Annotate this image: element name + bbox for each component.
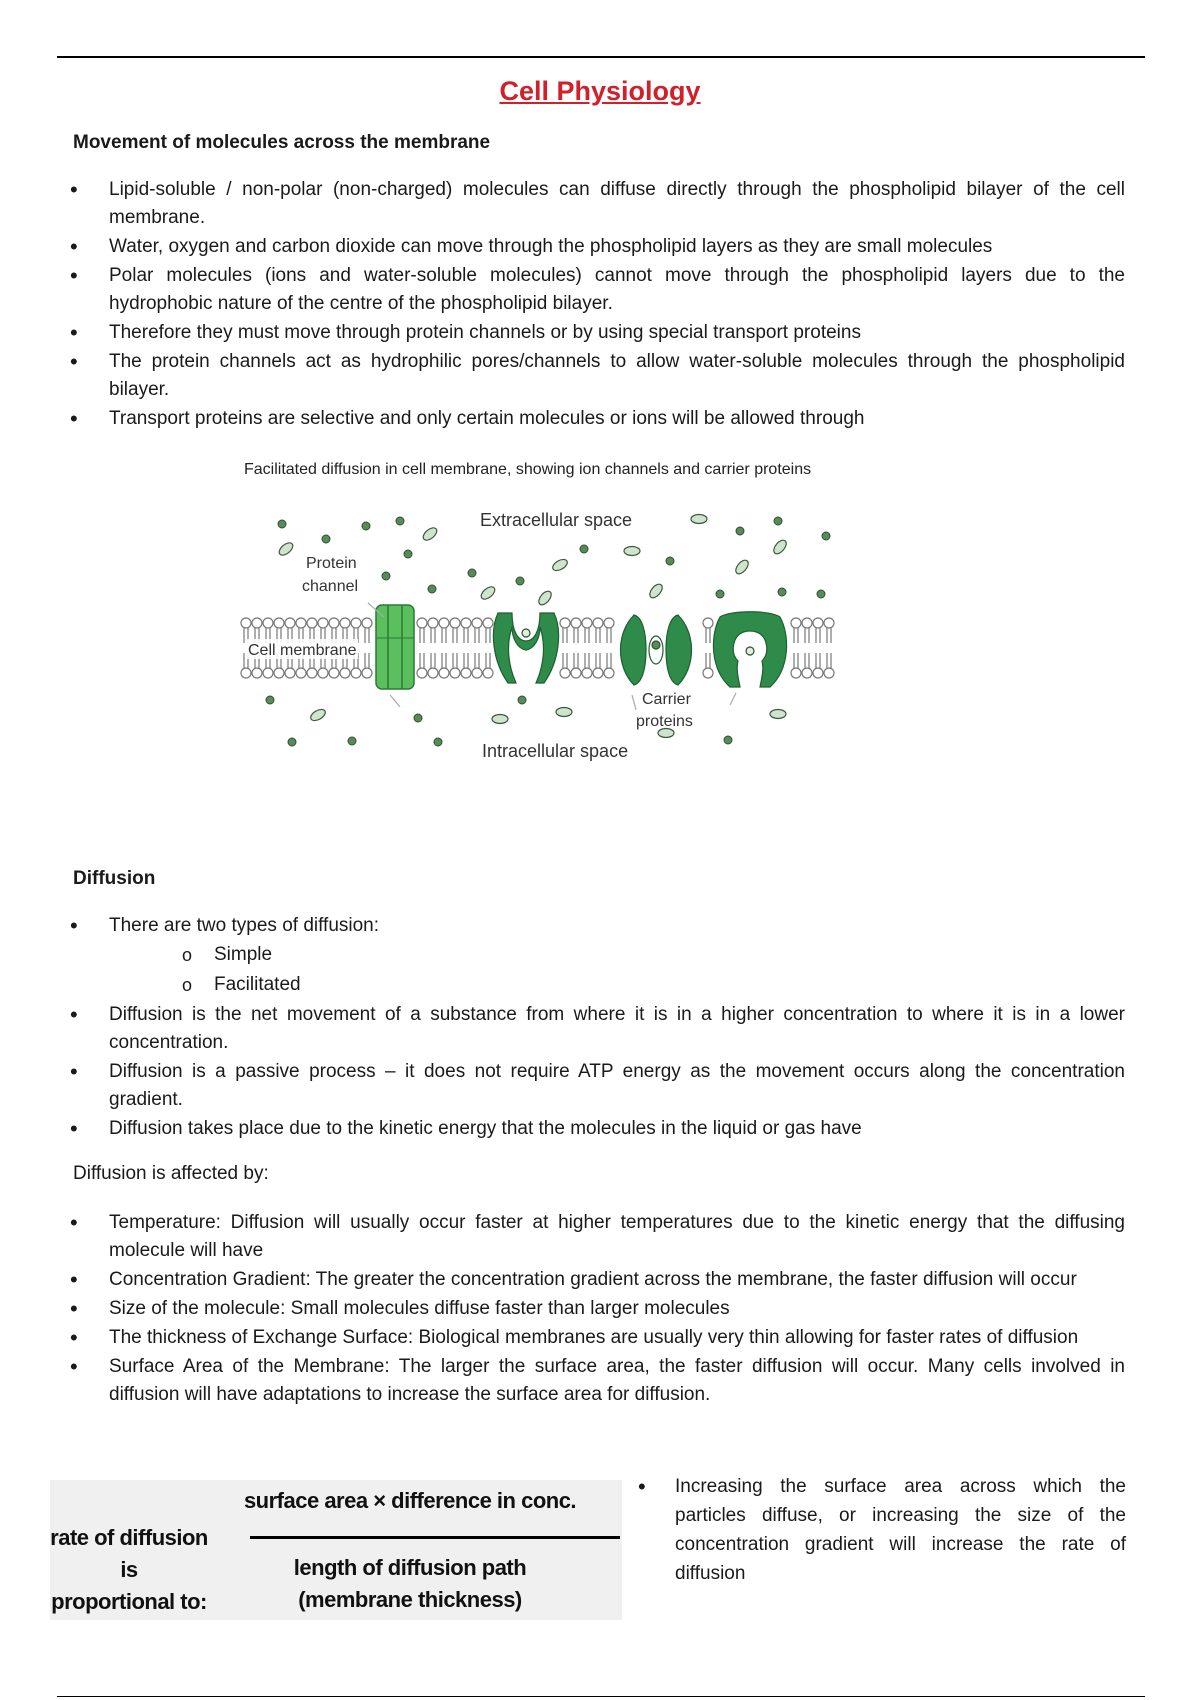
lipid-head (296, 618, 306, 628)
list-item: • Concentration Gradient: The greater the concentration gradient across the membrane, the faster diffusion will occur (70, 1266, 1125, 1294)
lipid-head (824, 668, 834, 678)
lipid-head (824, 618, 834, 628)
lipid-head (483, 618, 493, 628)
section-heading-diffusion: Diffusion (73, 868, 156, 889)
lipid-head (274, 618, 284, 628)
lipid-head (252, 668, 262, 678)
list-item: • Temperature: Diffusion will usually occur faster at higher temperatures due to the kinetic energy that the diffusing molecule will have (70, 1209, 1125, 1265)
intracellular-label: Intracellular space (482, 741, 629, 761)
bottom-rule (57, 1696, 1145, 1697)
list-item (70, 912, 1125, 940)
formula-side-note (638, 1472, 1126, 1588)
lipid-head (318, 618, 328, 628)
lipid-head (604, 618, 614, 628)
lipid-head (813, 668, 823, 678)
list-item: o Facilitated (182, 970, 301, 1000)
diffusion-facts-list (70, 1001, 1125, 1144)
lipid-head (593, 618, 603, 628)
diffusion-factors-list (70, 1209, 1125, 1410)
lipid-head (307, 618, 317, 628)
lipid-head (571, 618, 581, 628)
list-item: • The protein channels act as hydrophilic pores/channels to allow water-soluble molecules through the phospholipid bilayer. (70, 348, 1125, 404)
list-item: o Simple (182, 940, 301, 970)
formula-numerator: surface area × difference in conc. (243, 1488, 577, 1513)
cell-membrane-label: Cell membrane (248, 642, 357, 659)
lipid-head (450, 618, 460, 628)
lipid-head (604, 668, 614, 678)
lipid-head (340, 668, 350, 678)
protein-channel-label: channel (302, 578, 359, 595)
lipid-head (285, 618, 295, 628)
lipid-head (274, 668, 284, 678)
lipid-head (296, 668, 306, 678)
lipid-head (791, 668, 801, 678)
list-item: • The thickness of Exchange Surface: Biological membranes are usually very thin allowing for faster rates of diffusion (70, 1324, 1125, 1352)
lipid-head (560, 668, 570, 678)
list-item: • Size of the molecule: Small molecules diffuse faster than larger molecules (70, 1295, 1125, 1323)
lipid-head (582, 668, 592, 678)
lipid-head (307, 668, 317, 678)
section-heading-membrane: Movement of molecules across the membrane (73, 132, 491, 153)
lipid-head (483, 668, 493, 678)
lipid-head (461, 618, 471, 628)
lipid-head (582, 618, 592, 628)
diffusion-types-list (182, 940, 301, 1000)
carrier-proteins-label: Carrier (642, 691, 691, 708)
list-item: • Diffusion is the net movement of a substance from where it is in a higher concentration to where it is in a lower concentration. (70, 1001, 1125, 1057)
lipid-head (472, 618, 482, 628)
list-item: • Transport proteins are selective and only certain molecules or ions will be allowed through (70, 405, 1125, 433)
extracellular-label: Extracellular space (480, 510, 633, 530)
lipid-head (802, 668, 812, 678)
lipid-head (241, 668, 251, 678)
formula-denominator (230, 1552, 590, 1616)
lipid-head (252, 618, 262, 628)
lipid-head (703, 618, 713, 628)
list-item: • Water, oxygen and carbon dioxide can move through the phospholipid layers as they are small molecules (70, 233, 1125, 261)
facilitated-diffusion-diagram (240, 455, 850, 775)
lipid-head (593, 668, 603, 678)
membrane-bullet-list (70, 176, 1125, 434)
lipid-head (329, 618, 339, 628)
diffusion-rate-formula (50, 1480, 622, 1620)
list-item: • Diffusion takes place due to the kinetic energy that the molecules in the liquid or gas have (70, 1115, 1125, 1143)
lipid-head (263, 618, 273, 628)
page-title: Cell Physiology (499, 76, 701, 106)
lipid-head (571, 668, 581, 678)
lipid-head (351, 668, 361, 678)
affected-by-label: Diffusion is affected by: (73, 1163, 269, 1184)
lipid-head (450, 668, 460, 678)
lipid-head (417, 618, 427, 628)
lipid-head (802, 618, 812, 628)
lipid-head (329, 668, 339, 678)
denominator-line: length of diffusion path (293, 1555, 527, 1580)
diagram-caption: Facilitated diffusion in cell membrane, showing ion channels and carrier proteins (244, 461, 812, 478)
formula-lhs-line: rate of diffusion is (50, 1525, 208, 1582)
lipid-head (439, 618, 449, 628)
fraction-bar (250, 1536, 620, 1539)
lipid-head (428, 668, 438, 678)
diffusion-bullet-list (70, 912, 1125, 941)
lipid-head (351, 618, 361, 628)
lipid-head (428, 618, 438, 628)
list-item: • Diffusion is a passive process – it does not require ATP energy as the movement occurs along the concentration gradient. (70, 1058, 1125, 1114)
protein-channel (376, 605, 414, 689)
diffusion-intro: There are two types of diffusion: (109, 915, 380, 936)
lipid-head (813, 618, 823, 628)
lipid-head (560, 618, 570, 628)
lipid-head (340, 618, 350, 628)
list-item: • Increasing the surface area across which the particles diffuse, or increasing the size of the concentration gradient will increase the rate of diffusion (638, 1472, 1126, 1588)
diagram-illustration (240, 455, 850, 775)
denominator-line: (membrane thickness) (298, 1587, 522, 1612)
lipid-head (241, 618, 251, 628)
lipid-head (318, 668, 328, 678)
top-rule (57, 56, 1145, 58)
lipid-head (439, 668, 449, 678)
formula-lhs-line: proportional to: (51, 1589, 207, 1614)
lipid-head (461, 668, 471, 678)
list-item: • Polar molecules (ions and water-soluble molecules) cannot move through the phospholipid layers due to the hydrophobic nature of the centre of the phospholipid bilayer. (70, 262, 1125, 318)
list-item: • Surface Area of the Membrane: The larger the surface area, the faster diffusion will occur. Many cells involved in diffusion will have adaptations to increase the surface area for diffusion. (70, 1353, 1125, 1409)
lipid-head (791, 618, 801, 628)
lipid-head (417, 668, 427, 678)
list-item: • Therefore they must move through protein channels or by using special transport proteins (70, 319, 1125, 347)
lipid-head (472, 668, 482, 678)
lipid-head (263, 668, 273, 678)
lipid-head (703, 668, 713, 678)
lipid-head (285, 668, 295, 678)
protein-channel-label: Protein (306, 555, 357, 572)
formula-lhs (50, 1522, 208, 1618)
lipid-head (362, 668, 372, 678)
lipid-head (362, 618, 372, 628)
carrier-proteins-label: proteins (636, 713, 693, 730)
list-item: • Lipid-soluble / non-polar (non-charged) molecules can diffuse directly through the phospholipid bilayer of the cell membrane. (70, 176, 1125, 232)
